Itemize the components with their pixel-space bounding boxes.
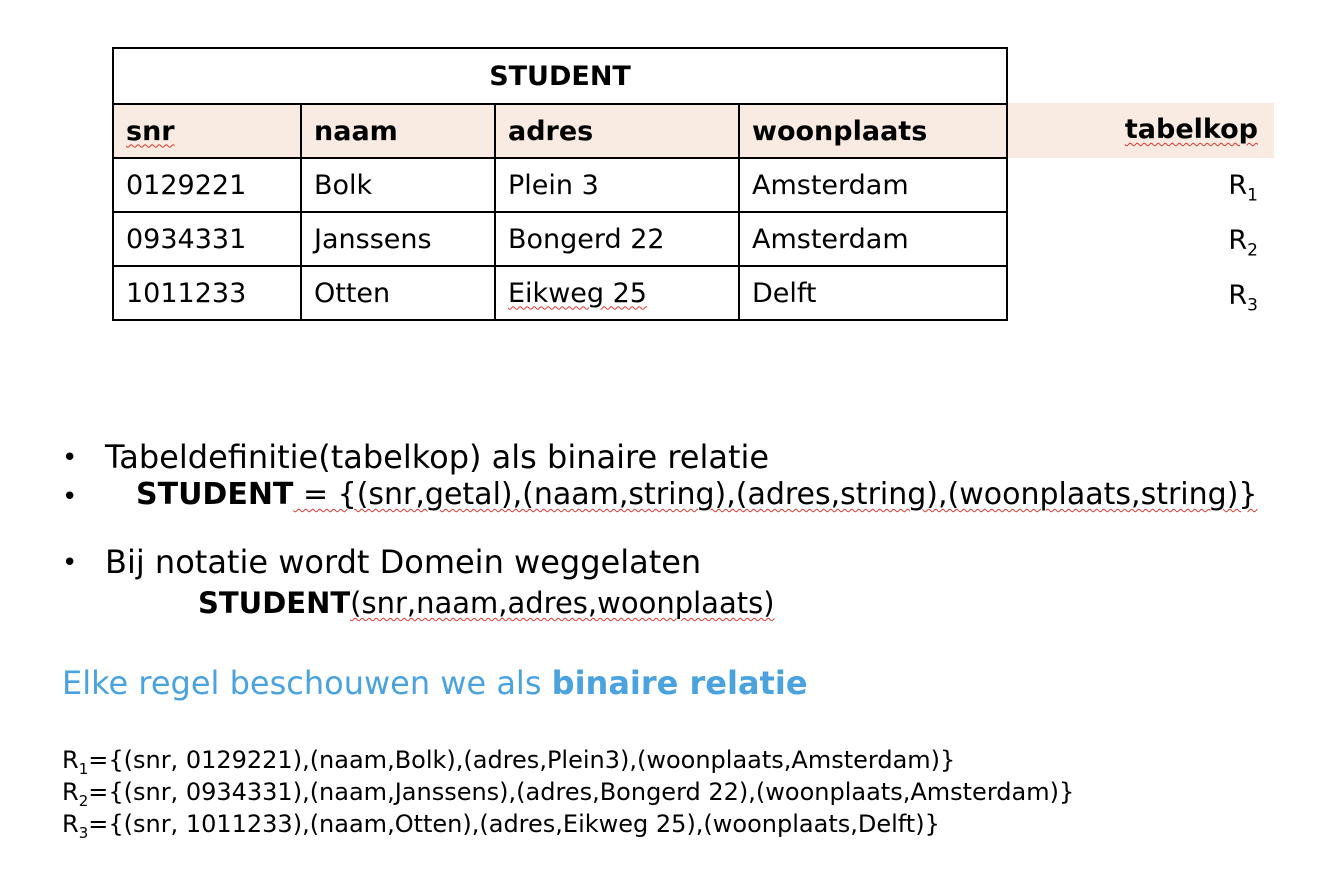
table-cell: 0934331 <box>113 212 301 266</box>
highlight-line: Elke regel beschouwen we als binaire relatie <box>62 664 808 702</box>
table-cell: Eikweg 25 <box>495 266 739 320</box>
relation-r3: $R_3=\{(snr$, 1011233),(naam,Otten),(adres,Eikweg 25),(woonplaats,Delft)} <box>62 810 940 842</box>
table-cell: Amsterdam <box>739 158 1007 212</box>
row-label-r2: $R_2$ <box>1228 225 1258 261</box>
table-row <box>113 266 1007 320</box>
table-row <box>113 158 1007 212</box>
table-cell: Delft <box>739 266 1007 320</box>
row-label-r1: $R_1$ <box>1228 170 1258 206</box>
student-notation: STUDENT(snr,naam,adres,woonplaats) <box>198 586 775 620</box>
student-table <box>112 47 1008 321</box>
bullet-notation: Bij notatie wordt Domein weggelaten <box>105 543 702 581</box>
table-cell: 0129221 <box>113 158 301 212</box>
column-header-naam: naam <box>301 104 495 158</box>
table-cell: Plein 3 <box>495 158 739 212</box>
table-caption: STUDENT <box>113 48 1007 104</box>
table-cell: Amsterdam <box>739 212 1007 266</box>
row-label-r3: $R_3$ <box>1228 280 1258 316</box>
table-cell: Janssens <box>301 212 495 266</box>
relation-r1: $R_1=\{(snr$, 0129221),(naam,Bolk),(adres,Plein3),(woonplaats,Amsterdam)} <box>62 746 956 778</box>
table-cell: Otten <box>301 266 495 320</box>
table-row <box>113 212 1007 266</box>
table-cell: Bolk <box>301 158 495 212</box>
table-cell: Bongerd 22 <box>495 212 739 266</box>
side-header-tabelkop: tabelkop <box>1124 114 1258 145</box>
bullet-table-definition: Tabeldefinitie(tabelkop) als binaire relatie <box>105 438 770 476</box>
relation-r2: $R_2=\{(snr$, 0934331),(naam,Janssens),(adres,Bongerd 22),(woonplaats,Amsterdam)} <box>62 778 1075 810</box>
table-cell: 1011233 <box>113 266 301 320</box>
column-header-snr: snr <box>113 104 301 158</box>
bullet-dot: • <box>62 548 78 578</box>
column-header-adres: adres <box>495 104 739 158</box>
bullet-dot: • <box>62 482 78 512</box>
bullet-dot: • <box>62 443 78 473</box>
table-header-row <box>113 104 1007 158</box>
column-header-woonplaats: woonplaats <box>739 104 1007 158</box>
bullet-student-definition: STUDENT = {(snr,getal),(naam,string),(adres,string),(woonplaats,string)} <box>136 477 1258 512</box>
